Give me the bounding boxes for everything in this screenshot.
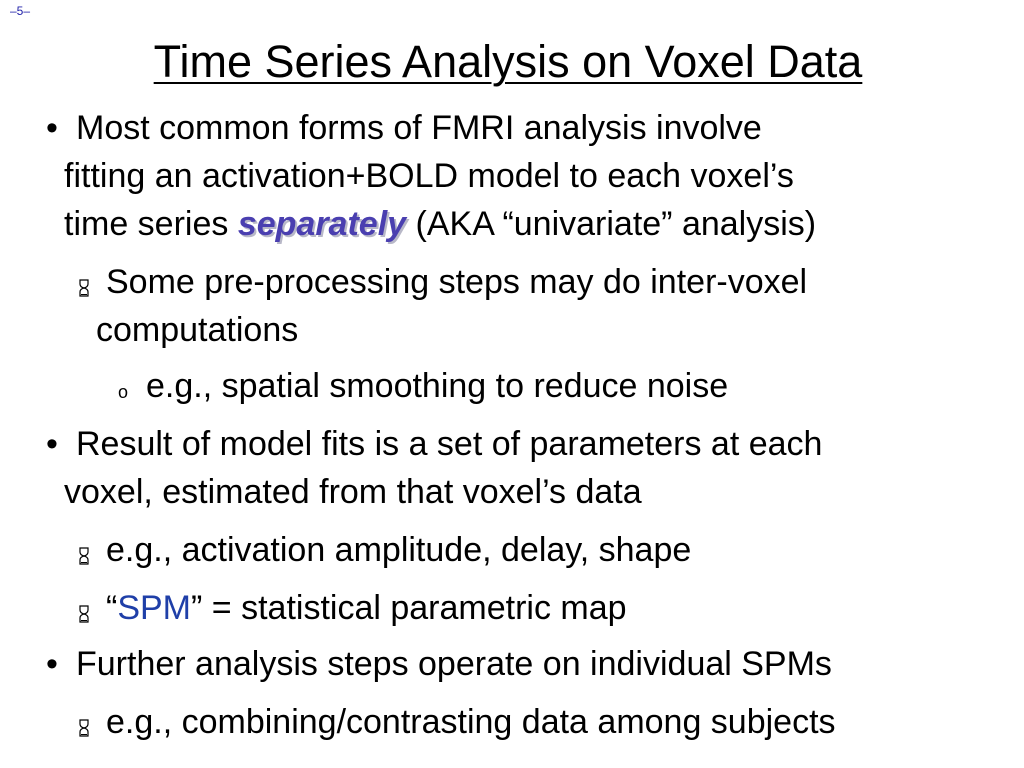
term-spm: SPM — [117, 589, 192, 627]
sub-bullet-4-line: e.g., combining/contrasting data among subjects — [106, 703, 836, 741]
bullet-dot: • — [46, 645, 58, 683]
sub-bullet-2-line: e.g., activation amplitude, delay, shape — [106, 531, 692, 569]
bullet-2-line-1: Result of model fits is a set of parameters at each — [76, 425, 823, 463]
tertiary-bullet-line: e.g., spatial smoothing to reduce noise — [146, 367, 729, 405]
sub-bullet-3-line — [106, 588, 627, 628]
bullet-dot: • — [46, 109, 58, 147]
bullet-1-line-3-prefix: time series — [64, 205, 229, 243]
sub-bullet-1-line-2: computations — [96, 311, 299, 349]
circle-bullet-icon: o — [118, 382, 129, 402]
bullet-1-line-3 — [64, 204, 816, 244]
sub-bullet-1-line-1: Some pre-processing steps may do inter-voxel — [106, 263, 808, 301]
hourglass-bullet-icon — [78, 546, 90, 566]
bullet-dot: • — [46, 425, 58, 463]
bullet-1-line-2: fitting an activation+BOLD model to each voxel’s — [64, 157, 794, 195]
page-number: –5– — [10, 4, 31, 18]
bullet-1-line-3-suffix: (AKA “univariate” analysis) — [415, 205, 817, 243]
bullet-3-line: Further analysis steps operate on individual SPMs — [76, 645, 832, 683]
hourglass-bullet-icon — [78, 278, 90, 298]
bullet-1-line-1: Most common forms of FMRI analysis involve — [76, 109, 762, 147]
hourglass-bullet-icon — [78, 604, 90, 624]
hourglass-bullet-icon — [78, 718, 90, 738]
open-quote: “ — [106, 589, 118, 627]
emphasis-separately: separately — [237, 205, 407, 243]
bullet-2-line-2: voxel, estimated from that voxel’s data — [64, 473, 642, 511]
slide-title: Time Series Analysis on Voxel Data — [153, 36, 863, 87]
spm-definition: ” = statistical parametric map — [191, 589, 627, 627]
